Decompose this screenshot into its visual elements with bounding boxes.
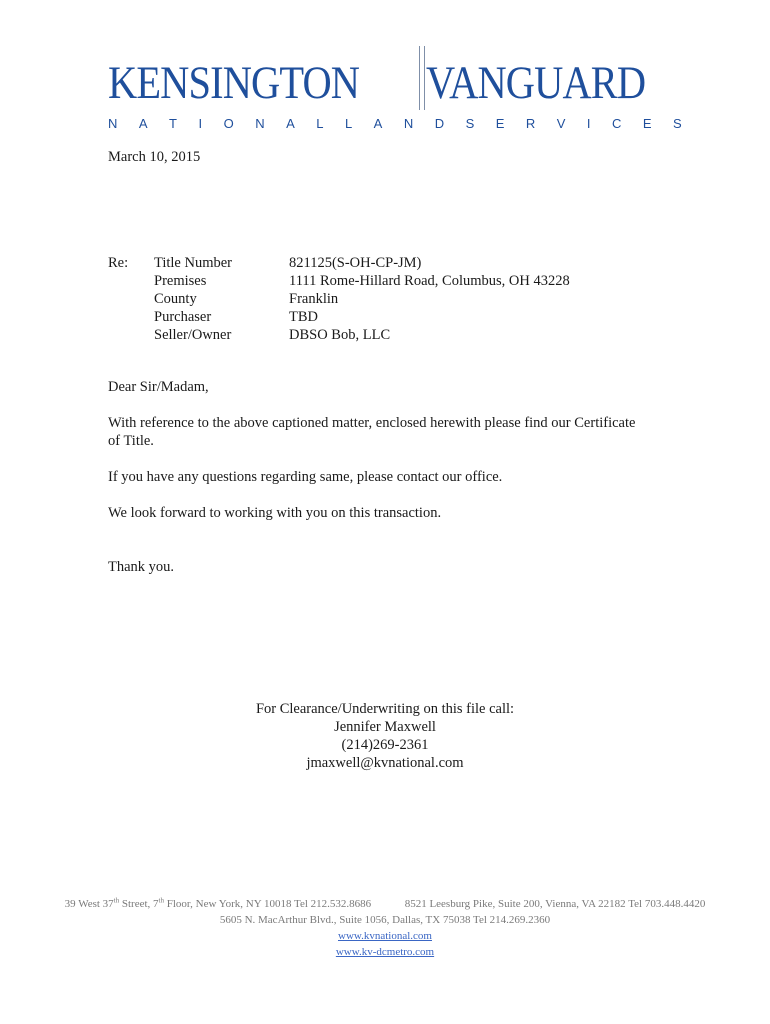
contact-phone: (214)269-2361 bbox=[341, 737, 429, 753]
re-field-label: Premises bbox=[154, 273, 207, 289]
logo-divider bbox=[419, 46, 425, 110]
footer-ny-part: Floor, New York, NY 10018 Tel 212.532.8686 bbox=[164, 898, 372, 910]
tagline-letter: L bbox=[344, 116, 353, 131]
tagline-letter: L bbox=[316, 116, 324, 131]
footer-ny-part: 39 West 37 bbox=[64, 898, 114, 910]
letter-date: March 10, 2015 bbox=[108, 149, 201, 165]
tagline-letter: N bbox=[403, 116, 414, 131]
tagline-letter: A bbox=[138, 116, 148, 131]
tagline-letter: A bbox=[373, 116, 383, 131]
tagline-letter: V bbox=[556, 116, 566, 131]
footer-ny-address bbox=[65, 898, 372, 910]
body-paragraph-1-line-2: of Title. bbox=[108, 433, 154, 449]
logo-wordmark-left: KENSINGTON bbox=[108, 57, 360, 109]
footer-va-address: 8521 Leesburg Pike, Suite 200, Vienna, VA 22182 Tel 703.448.4420 bbox=[404, 898, 706, 910]
tagline-letter: S bbox=[673, 116, 682, 131]
contact-name: Jennifer Maxwell bbox=[334, 719, 436, 735]
tagline-letter: O bbox=[223, 116, 234, 131]
re-field-label: Title Number bbox=[154, 255, 233, 271]
tagline-letter: S bbox=[465, 116, 475, 131]
website-link-kv-dcmetro[interactable]: www.kv-dcmetro.com bbox=[335, 946, 435, 958]
tagline-letter: E bbox=[642, 116, 652, 131]
footer-tx-address: 5605 N. MacArthur Blvd., Suite 1056, Dallas, TX 75038 Tel 214.269.2360 bbox=[219, 914, 551, 926]
re-label: Re: bbox=[108, 255, 129, 271]
logo-wordmark-right: VANGUARD bbox=[426, 57, 646, 109]
company-logo bbox=[108, 46, 682, 130]
re-field-label: Seller/Owner bbox=[154, 327, 232, 343]
re-field-value: DBSO Bob, LLC bbox=[289, 327, 391, 343]
tagline-letter: E bbox=[495, 116, 505, 131]
logo-tagline bbox=[108, 116, 682, 131]
body-paragraph-3: We look forward to working with you on this transaction. bbox=[108, 505, 442, 521]
salutation: Dear Sir/Madam, bbox=[108, 379, 209, 395]
body-paragraph-1-line-1: With reference to the above captioned matter, enclosed herewith please find our Certificate bbox=[108, 415, 636, 431]
re-field-value: 821125(S-OH-CP-JM) bbox=[289, 255, 422, 271]
body-paragraph-2: If you have any questions regarding same, please contact our office. bbox=[108, 469, 503, 485]
tagline-letter: R bbox=[525, 116, 536, 131]
tagline-letter: C bbox=[612, 116, 622, 131]
re-field-label: Purchaser bbox=[154, 309, 212, 325]
tagline-letter: T bbox=[169, 116, 177, 131]
re-field-value: Franklin bbox=[289, 291, 339, 307]
tagline-letter: I bbox=[198, 116, 203, 131]
tagline-letter: I bbox=[586, 116, 591, 131]
closing: Thank you. bbox=[108, 559, 175, 575]
re-field-label: County bbox=[154, 291, 197, 307]
tagline-letter: N bbox=[255, 116, 265, 131]
re-field-value: 1111 Rome-Hillard Road, Columbus, OH 43228 bbox=[289, 273, 570, 289]
contact-heading: For Clearance/Underwriting on this file call: bbox=[255, 701, 515, 717]
contact-block bbox=[0, 700, 770, 772]
footer-ny-sup: th bbox=[158, 896, 164, 905]
re-field-value: TBD bbox=[289, 309, 318, 325]
footer-ny-part: Street, 7 bbox=[119, 898, 159, 910]
footer-line-1 bbox=[0, 896, 770, 912]
tagline-letter: N bbox=[108, 116, 118, 131]
footer-addresses bbox=[0, 896, 770, 960]
tagline-letter: D bbox=[434, 116, 445, 131]
website-link-kvnational[interactable]: www.kvnational.com bbox=[338, 930, 432, 942]
tagline-letter: A bbox=[286, 116, 295, 131]
contact-email: jmaxwell@kvnational.com bbox=[306, 755, 464, 771]
footer-ny-sup: th bbox=[113, 896, 120, 905]
